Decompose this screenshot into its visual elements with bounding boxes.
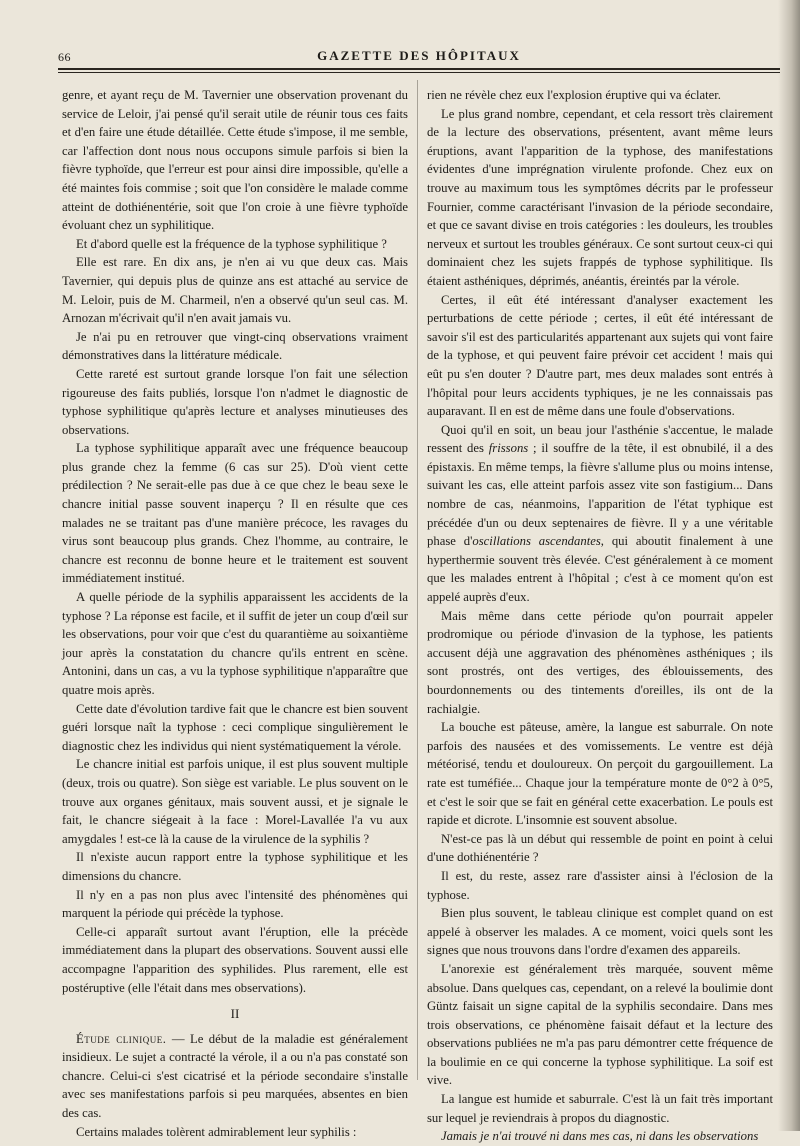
- paragraph: Elle est rare. En dix ans, je n'en ai vu que deux cas. Mais Tavernier, qui depuis plus de quinze ans est attaché au service de M. Leloir, puis de M. Charmeil, n'en a observé qu'un seul cas. M. Arnozan m'écrivait qu'il n'en avait jamais vu.: [62, 255, 408, 326]
- paragraph: Mais même dans cette période qu'on pourrait appeler prodromique ou période d'invasion de la typhose, les patients accusent déjà une aggravation des phénomènes asthéniques ; ils sont prostrés, ont des vertiges, des éblouissements, des bourdonnements ou des tintements d'oreilles, ils ont de la rachialgie.: [427, 608, 773, 716]
- paragraph: A quelle période de la syphilis apparaissent les accidents de la typhose ? La réponse est facile, et il suffit de jeter un coup d'œil sur les observations, pour voir que c'est du quarantième au soixantième jour après la constatation du chancre qu'ils entrent en scène. Antonini, dans un cas, a vu la typhose syphilitique n'apparaître que quatre mois après.: [62, 590, 408, 697]
- page-header: [58, 44, 780, 70]
- page-edge-shadow: [778, 0, 800, 1131]
- italic-term: frissons: [488, 441, 529, 456]
- column-divider: [417, 80, 418, 1080]
- paragraph: rien ne révèle chez eux l'explosion éruptive qui va éclater.: [427, 88, 721, 102]
- right-column: [427, 86, 773, 1146]
- journal-title: GAZETTE DES HÔPITAUX: [317, 48, 521, 63]
- paragraph: La typhose syphilitique apparaît avec une fréquence beaucoup plus grande chez la femme (6 cas sur 25). D'où vient cette prédilection ? Ne serait-elle pas due à ce que chez le beau sexe le chancre initial passe souvent inaperçu ? Il en résulte que ces malades ne se traitant pas d'une manière précoce, les ravages du virus sont beaucoup plus grands. Chez l'homme, au contraire, le chancre est reconnu de bonne heure et le traitement est souvent immédiatement institué.: [62, 441, 408, 586]
- paragraph: [427, 421, 773, 607]
- paragraph: Il n'y en a pas non plus avec l'intensité des phénomènes qui marquent la période qui précède la typhose.: [62, 887, 408, 921]
- paragraph: La langue est humide et saburrale. C'est là un fait très important sur lequel je reviendrais à propos du diagnostic.: [427, 1092, 773, 1125]
- paragraph: Le chancre initial est parfois unique, il est plus souvent multiple (deux, trois ou quatre). Son siège est variable. Le plus souvent on le trouve aux organes génitaux, mais souvent aussi, et je signale le fait, le chancre siégeait à la face : Morel-Lavallée l'a vu aux amygdales ! est-ce là la cause de la virulence de la syphilis ?: [62, 757, 408, 846]
- paragraph-text: ; il souffre de la tête, il est obnubilé, il a des épistaxis. En même temps, la fièvre s'allume plus ou moins intense, suivant les cas, elle atteint parfois assez vite son fastigium... Dans nombre de cas, néanmoins, l'apparition de l'état typhique est précédée d'un ou deux septenaires de fièvre. Il y a une véritable phase d': [427, 441, 774, 549]
- paragraph: Il est, du reste, assez rare d'assister ainsi à l'éclosion de la typhose.: [427, 868, 773, 902]
- page-number: 66: [58, 50, 71, 64]
- paragraph-text: — Le début de la maladie est généralement insidieux. Le sujet a contracté la vérole, il a ou n'a pas constaté son chancre. Celui-ci s'est cicatrisé et la période secondaire s'installe avec ses manifestations parfois si peu marquées, absentes en bien des cas.: [62, 1031, 408, 1121]
- paragraph: Le plus grand nombre, cependant, et cela ressort très clairement de la lecture des observations, présentent, avant même leurs éruptions, avant l'apparition de la typhose, des manifestations évidentes d'une imprégnation virulente profonde. Chez eux on trouve au maximum tous les symptômes décrits par le professeur Fournier, comme caractérisant l'invasion de la période secondaire, et que ce savant divise en trois catégories : les douleurs, les troubles nerveux et surtout les troubles généraux. Ce sont surtout ceux-ci qui dominaient chez les sujets frappés de typhose syphilitique. Ils étaient asthéniques, déprimés, anéantis, éreintés par la vérole.: [427, 106, 773, 288]
- paragraph: Je n'ai pu en retrouver que vingt-cinq observations vraiment démonstratives dans la littérature médicale.: [62, 329, 408, 363]
- section-label: Étude clinique.: [76, 1031, 167, 1046]
- paragraph: Cette rareté est surtout grande lorsque l'on fait une sélection rigoureuse des faits publiés, lorsque l'on n'admet le diagnostic de typhose syphilitique qu'après lecture et analyses minutieuses des observations.: [62, 366, 408, 437]
- paragraph: La bouche est pâteuse, amère, la langue est saburrale. On note parfois des nausées et des vomissements. Le ventre est déjà météorisé, tendu et douloureux. On perçoit du gargouillement. La rate est tuméfiée... Chaque jour la température monte de 0°2 à 0°5, et c'est le soir que se fait en général cette exacerbation. Le pouls est rapide et dicrote. L'insomnie est souvent absolue.: [427, 720, 773, 828]
- paragraph-text: , qui aboutit finalement à une hyperthermie souvent très élevée. C'est généralement à ce moment que les malades entrent à l'hôpital ; c'est à ce moment qu'on est appelé auprès d'eux.: [427, 534, 773, 605]
- header-rule: [58, 72, 780, 73]
- paragraph: genre, et ayant reçu de M. Tavernier une observation provenant du service de Leloir, j'ai pensé qu'il serait utile de réunir tous ces faits et d'en faire une étude détaillée. Cette étude s'impose, il me semble, car l'affection dont nous nous occupons simule parfois si bien la fièvre typhoïde, que l'erreur est pour ainsi dire impossible, qu'elle a été maintes fois commise ; soit que l'on considère le malade comme atteint de dothiénentérie, soit que l'on croie à une fièvre typhoïde évoluant chez un syphilitique.: [62, 88, 408, 233]
- paragraph: L'anorexie est généralement très marquée, souvent même absolue. Dans quelques cas, cependant, on a relevé la boulimie dont Güntz faisait un signe capital de la syphilis secondaire. Dans mes trois observations, ce phénomène faisait défaut et la lecture des observations publiées ne m'a pas paru démontrer cette fréquence de la boulimie en ce qui concerne la typhose syphilitique. La soif est vive.: [427, 961, 773, 1088]
- paragraph: [62, 1030, 408, 1123]
- italic-term: oscillations ascendantes: [472, 534, 601, 549]
- paragraph: Certains malades tolèrent admirablement leur syphilis :: [76, 1124, 357, 1139]
- paragraph: Il n'existe aucun rapport entre la typhose syphilitique et les dimensions du chancre.: [62, 850, 408, 883]
- left-column: [62, 86, 408, 1141]
- paragraph-text: Quoi qu'il en soit, un beau jour l'asthénie s'accentue, le malade ressent des: [427, 422, 773, 456]
- paragraph: Et d'abord quelle est la fréquence de la typhose syphilitique ?: [76, 236, 387, 251]
- paragraph: N'est-ce pas là un début qui ressemble de point en point à celui d'une dothiénentérie ?: [427, 831, 773, 865]
- paragraph: Jamais je n'ai trouvé ni dans mes cas, ni dans les observations: [441, 1129, 759, 1144]
- paragraph: Celle-ci apparaît surtout avant l'éruption, elle la précède immédiatement dans la plupart des observations. Souvent aussi elle accompagne l'apparition des syphilides. Plus rarement, elle est postéruptive (elle l'était dans mes observations).: [62, 924, 408, 995]
- paragraph: Cette date d'évolution tardive fait que le chancre est bien souvent guéri lorsque naît la typhose : ceci complique singulièrement le diagnostic chez les individus qui nient systématiquement la vérole.: [62, 701, 408, 753]
- section-number: II: [230, 1006, 240, 1022]
- paragraph: Certes, il eût été intéressant d'analyser exactement les perturbations de cette période ; certes, il eût été intéressant de savoir s'il est des particularités appartenant aux sujets qui vont faire de la typhose, et qui peuvent faire prévoir cet accident ! mais qui eût pu s'en douter ? D'autre part, mes deux malades sont entrés à l'hôpital pour leurs accidents typhiques, je ne les connaissais pas auparavant. Il en est de même dans une foule d'observations.: [427, 292, 773, 419]
- paragraph: Bien plus souvent, le tableau clinique est complet quand on est appelé à observer les malades. A ce moment, voici quels sont les signes que nous trouvons dans l'ordre d'examen des appareils.: [427, 906, 773, 958]
